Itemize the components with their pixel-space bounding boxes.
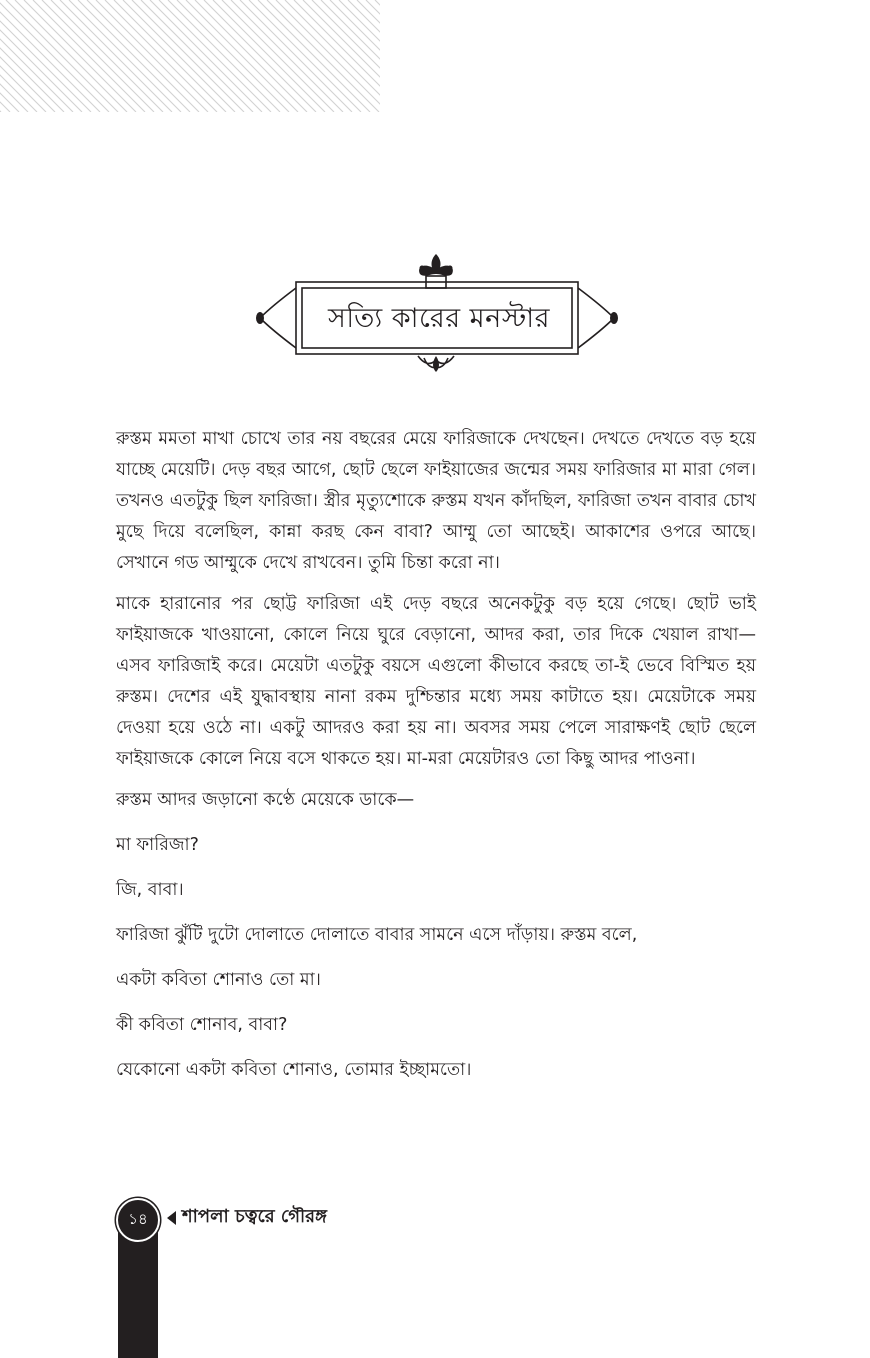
dialogue-line: কী কবিতা শোনাব, বাবা?: [116, 1015, 288, 1035]
dialogue-line: যেকোনো একটা কবিতা শোনাও, তোমার ইচ্ছামতো।: [116, 1060, 472, 1080]
stripe-line: [15, 0, 127, 112]
stripe-line: [222, 0, 334, 112]
dialogue-line: রুস্তম আদর জড়ানো কণ্ঠে মেয়েকে ডাকে—: [116, 790, 415, 810]
page-number: ১৪: [116, 1198, 160, 1242]
dialogue-line: একটা কবিতা শোনাও তো মা।: [116, 970, 321, 990]
stripe-line: [60, 0, 172, 112]
dialogue-line: ফারিজা ঝুঁটি দুটো দোলাতে দোলাতে বাবার সামনে এসে দাঁড়ায়। রুস্তম বলে,: [116, 925, 638, 945]
running-footer-title: শাপলা চত্বরে গৌরঙ্গ: [182, 1206, 327, 1227]
stripe-line: [78, 0, 190, 112]
stripe-line: [24, 0, 136, 112]
stripe-line: [114, 0, 226, 112]
stripe-line: [105, 0, 217, 112]
stripe-line: [168, 0, 280, 112]
stripe-line: [42, 0, 154, 112]
stripe-line: [33, 0, 145, 112]
stripe-line: [96, 0, 208, 112]
paragraph: রুস্তম মমতা মাখা চোখে তার নয় বছরের মেয়ে ফারিজাকে দেখছেন। দেখতে দেখতে বড় হয়ে যাচ্ছে মেয়েটি। দেড় বছর আগে, ছোট ছেলে ফাইয়াজের জন্মের সময় ফারিজার মা মারা গেল। তখনও এতটুকু ছিল ফারিজা। স্ত্রীর মৃত্যুশোকে রুস্তম যখন কাঁদছিল, ফারিজা তখন বাবার চোখ মুছে দিয়ে বলেছিল, কান্না করছ কেন বাবা? আম্মু তো আছেই। আকাশের ওপরে আছে। সেখানে গড আম্মুকে দেখে রাখবেন। তুমি চিন্তা করো না।: [116, 429, 756, 573]
stripe-line: [177, 0, 289, 112]
chapter-title: সত্যি কারের মনস্টার: [328, 302, 550, 334]
stripe-line: [123, 0, 235, 112]
stripe-line: [294, 0, 380, 112]
left-triangle-icon: [165, 1210, 177, 1226]
stripe-line: [312, 0, 380, 112]
stripe-line: [69, 0, 181, 112]
stripe-line: [186, 0, 298, 112]
stripe-line: [6, 0, 118, 112]
stripe-line: [0, 0, 1, 112]
dialogue-line: মা ফারিজা?: [116, 835, 199, 855]
corner-stripe-pattern: [0, 0, 380, 112]
stripe-line: [213, 0, 325, 112]
stripe-line: [141, 0, 253, 112]
stripe-line: [195, 0, 307, 112]
stripe-line: [87, 0, 199, 112]
stripe-line: [51, 0, 163, 112]
stripe-line: [258, 0, 370, 112]
paragraph: মাকে হারানোর পর ছোট্ট ফারিজা এই দেড় বছরে অনেকটুকু বড় হয়ে গেছে। ছোট ভাই ফাইয়াজকে খাওয়ানো, কোলে নিয়ে ঘুরে বেড়ানো, আদর করা, তার দিকে খেয়াল রাখা—এসব ফারিজাই করে। মেয়েটা এতটুকু বয়সে এগুলো কীভাবে করছে তা-ই ভেবে বিস্মিত হয় রুস্তম। দেশের এই যুদ্ধাবস্থায় নানা রকম দুশ্চিন্তার মধ্যে সময় কাটাতে হয়। মেয়েটাকে সময় দেওয়া হয়ে ওঠে না। একটু আদরও করা হয় না। অবসর সময় পেলে সারাক্ষণই ছোট ছেলে ফাইয়াজকে কোলে নিয়ে বসে থাকতে হয়। মা-মরা মেয়েটারও তো কিছু আদর পাওনা।: [116, 594, 756, 769]
stripe-line: [204, 0, 316, 112]
stripe-line: [240, 0, 352, 112]
chapter-body: [116, 424, 756, 1100]
stripe-line: [132, 0, 244, 112]
stripe-line: [231, 0, 343, 112]
stripe-line: [249, 0, 361, 112]
dialogue-line: জি, বাবা।: [116, 880, 184, 900]
stripe-line: [150, 0, 262, 112]
stripe-line: [0, 0, 19, 112]
stripe-line: [159, 0, 271, 112]
stripe-line: [267, 0, 379, 112]
